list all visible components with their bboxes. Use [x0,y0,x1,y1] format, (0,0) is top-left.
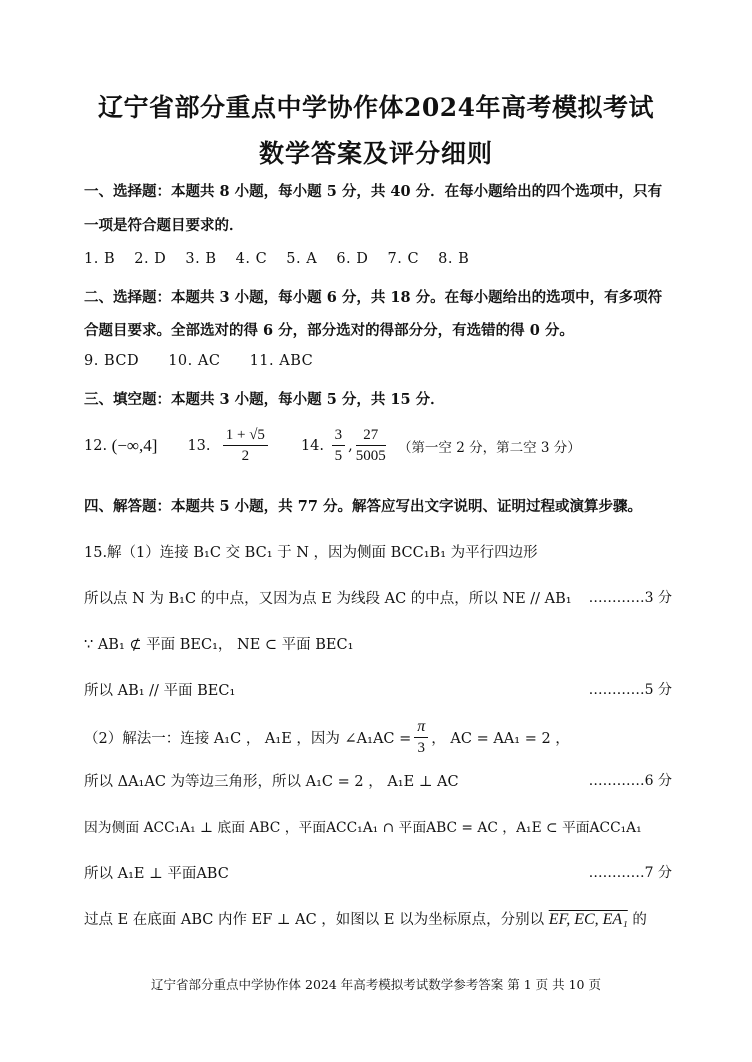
solution-line: 15.解（1）连接 B₁C 交 BC₁ 于 N ，因为侧面 BCC₁B₁ 为平行四边形 [84,545,538,561]
section2-heading-b: 合题目要求。全部选对的得 6 分，部分选对的得部分分，有选错的得 0 分。 [84,322,574,339]
answer-item: 8. B [438,251,470,267]
answer-item: 5. A [286,251,318,267]
q14-answer: 14. $\frac{3}{5}$ , $\frac{27}{5005}$ （第一空 2 分，第二空 3 分） [300,427,581,464]
solution-line: 所以点 N 为 B₁C 的中点，又因为点 E 为线段 AC 的中点，所以 NE // AB₁ [84,591,572,607]
section2-heading-a: 二、选择题：本题共 3 小题，每小题 6 分，共 18 分。在每小题给出的选项中，有多项符 [84,289,663,306]
solution-line: 所以 A₁E ⊥ 平面ABC [84,866,229,882]
section1-heading-b: 一项是符合题目要求的． [84,217,244,234]
q12-answer: 12. (−∞,4] [84,435,158,455]
section1-heading-a: 一、选择题：本题共 8 小题，每小题 5 分，共 40 分．在每小题给出的四个选项中，只有 [84,183,663,200]
q13-answer: 13. $\frac{1 + √5}{2}$ [187,425,270,466]
vector-notation: EF, EC, EA₁ [548,911,628,928]
answer-item: 10. AC [168,353,221,369]
document-title: 辽宁省部分重点中学协作体2024年高考模拟考试 [97,93,655,122]
score-mark: …………5 分 [588,682,672,698]
fill-blank-answers [84,425,611,466]
answer-item: 2. D [134,251,167,267]
solution-line: 过点 E 在底面 ABC 内作 EF ⊥ AC ，如图以 E 以为坐标原点，分别以 EF, EC, EA₁ 的 [84,911,647,928]
page-footer: 辽宁省部分重点中学协作体 2024 年高考模拟考试数学参考答案 第 1 页 共 10 页 [151,977,601,992]
q14-scoring-note: （第一空 2 分，第二空 3 分） [397,439,581,456]
solution-line: （2）解法一：连接 A₁C ， A₁E ，因为 ∠A₁AC = $\frac{\pi}{3}$ ， AC = AA₁ = 2 ， [84,718,570,756]
answer-item: 3. B [185,251,217,267]
answer-item: 4. C [235,251,268,267]
score-mark: …………3 分 [588,590,672,606]
document-subtitle: 数学答案及评分细则 [258,139,493,168]
solution-line: 所以 AB₁ // 平面 BEC₁ [84,683,236,699]
section3-heading: 三、填空题：本题共 3 小题，每小题 5 分，共 15 分． [84,391,445,408]
answer-item: 6. D [336,251,369,267]
score-mark: …………7 分 [588,865,672,881]
solution-line: 所以 ΔA₁AC 为等边三角形，所以 A₁C = 2 ， A₁E ⊥ AC [84,774,459,790]
answer-item: 7. C [387,251,420,267]
solution-line: 因为侧面 ACC₁A₁ ⊥ 底面 ABC ，平面ACC₁A₁ ∩ 平面ABC = AC ，A₁E ⊂ 平面ACC₁A₁ [84,820,642,836]
score-mark: …………6 分 [588,773,672,789]
section2-answers [84,353,692,369]
answer-item: 1. B [84,251,116,267]
solution-line: ∵ AB₁ ⊄ 平面 BEC₁， NE ⊂ 平面 BEC₁ [84,637,354,653]
section4-heading: 四、解答题：本题共 5 小题，共 77 分。解答应写出文字说明、证明过程或演算步骤。 [84,498,642,515]
answer-item: 9. BCD [84,353,140,369]
section1-answers [84,251,692,267]
answer-item: 11. ABC [249,353,314,369]
